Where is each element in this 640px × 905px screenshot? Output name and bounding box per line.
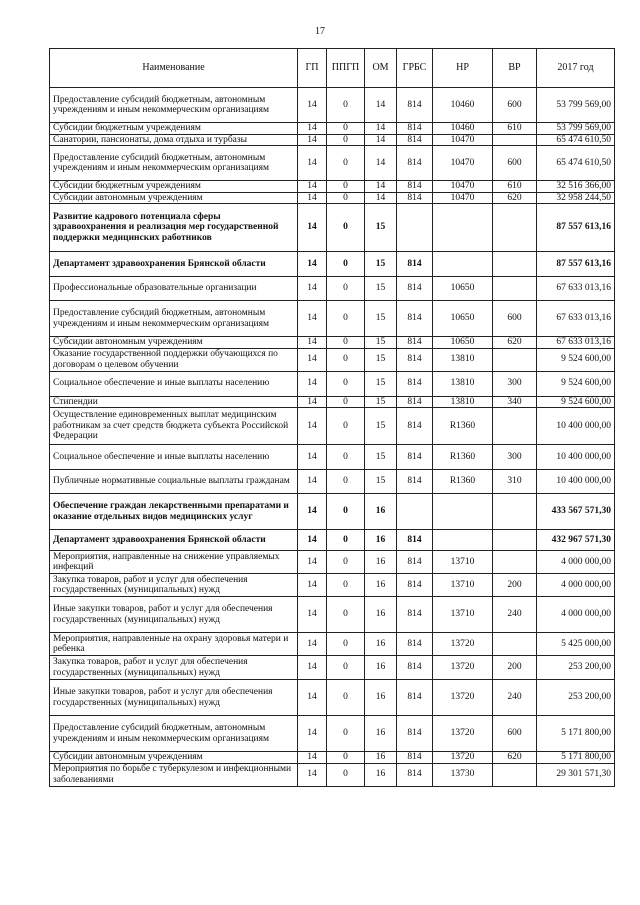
cell-grbs: 814	[397, 337, 433, 349]
cell-vr	[493, 551, 537, 574]
cell-nr: 13730	[433, 763, 493, 786]
cell-om: 16	[365, 763, 397, 786]
cell-vr: 610	[493, 123, 537, 135]
cell-vr: 600	[493, 301, 537, 337]
cell-nr: 13810	[433, 371, 493, 396]
cell-grbs: 814	[397, 146, 433, 181]
cell-amount: 5 171 800,00	[537, 752, 615, 764]
table-row	[50, 716, 615, 752]
cell-ppgp: 0	[327, 494, 365, 530]
cell-amount: 5 425 000,00	[537, 633, 615, 656]
cell-name: Санатории, пансионаты, дома отдыха и турбазы	[50, 134, 298, 146]
cell-grbs: 814	[397, 597, 433, 633]
header-grbs: ГРБС	[397, 49, 433, 88]
cell-nr: 13810	[433, 348, 493, 371]
cell-ppgp: 0	[327, 445, 365, 470]
cell-grbs: 814	[397, 396, 433, 408]
cell-amount: 29 301 571,30	[537, 763, 615, 786]
cell-nr	[433, 530, 493, 551]
cell-amount: 253 200,00	[537, 656, 615, 680]
cell-om: 15	[365, 408, 397, 445]
cell-ppgp: 0	[327, 134, 365, 146]
cell-grbs: 814	[397, 716, 433, 752]
cell-name: Стипендии	[50, 396, 298, 408]
cell-om: 15	[365, 301, 397, 337]
cell-gp: 14	[298, 551, 327, 574]
table-row	[50, 680, 615, 716]
cell-om: 16	[365, 680, 397, 716]
cell-nr: 10460	[433, 88, 493, 123]
cell-ppgp: 0	[327, 597, 365, 633]
cell-name: Предоставление субсидий бюджетным, автономным учреждениям и иным некоммерческим организациям	[50, 716, 298, 752]
cell-ppgp: 0	[327, 680, 365, 716]
cell-amount: 32 516 366,00	[537, 181, 615, 193]
cell-gp: 14	[298, 277, 327, 301]
cell-nr: R1360	[433, 445, 493, 470]
table-row	[50, 252, 615, 277]
table-row	[50, 192, 615, 204]
cell-grbs: 814	[397, 530, 433, 551]
cell-vr: 600	[493, 88, 537, 123]
header-ppgp: ППГП	[327, 49, 365, 88]
cell-ppgp: 0	[327, 530, 365, 551]
cell-grbs: 814	[397, 134, 433, 146]
cell-ppgp: 0	[327, 656, 365, 680]
cell-amount: 65 474 610,50	[537, 134, 615, 146]
cell-nr	[433, 252, 493, 277]
cell-name: Субсидии автономным учреждениям	[50, 337, 298, 349]
cell-name: Обеспечение граждан лекарственными препаратами и оказание отдельных видов медицинских услуг	[50, 494, 298, 530]
cell-vr: 620	[493, 752, 537, 764]
cell-grbs: 814	[397, 252, 433, 277]
page-number: 17	[315, 26, 325, 37]
cell-name: Публичные нормативные социальные выплаты гражданам	[50, 470, 298, 494]
table-row	[50, 396, 615, 408]
cell-amount: 67 633 013,16	[537, 301, 615, 337]
cell-gp: 14	[298, 530, 327, 551]
cell-grbs: 814	[397, 470, 433, 494]
cell-ppgp: 0	[327, 204, 365, 252]
cell-grbs: 814	[397, 301, 433, 337]
table-row	[50, 530, 615, 551]
cell-name: Социальное обеспечение и иные выплаты населению	[50, 371, 298, 396]
cell-om: 16	[365, 752, 397, 764]
cell-name: Осуществление единовременных выплат медицинским работникам за счет средств бюджета субъекта Российской Федерации	[50, 408, 298, 445]
table-row	[50, 348, 615, 371]
cell-grbs: 814	[397, 633, 433, 656]
cell-gp: 14	[298, 348, 327, 371]
cell-name: Социальное обеспечение и иные выплаты населению	[50, 445, 298, 470]
cell-amount: 53 799 569,00	[537, 88, 615, 123]
cell-vr: 340	[493, 396, 537, 408]
cell-vr: 620	[493, 192, 537, 204]
table-row	[50, 752, 615, 764]
cell-gp: 14	[298, 494, 327, 530]
cell-grbs: 814	[397, 348, 433, 371]
table-row	[50, 123, 615, 135]
cell-amount: 53 799 569,00	[537, 123, 615, 135]
cell-amount: 4 000 000,00	[537, 574, 615, 597]
cell-gp: 14	[298, 763, 327, 786]
cell-nr: 13720	[433, 656, 493, 680]
cell-vr	[493, 408, 537, 445]
cell-om: 16	[365, 716, 397, 752]
cell-grbs: 814	[397, 88, 433, 123]
cell-name: Предоставление субсидий бюджетным, автономным учреждениям и иным некоммерческим организациям	[50, 88, 298, 123]
cell-amount: 4 000 000,00	[537, 551, 615, 574]
cell-nr: 10470	[433, 134, 493, 146]
cell-vr: 200	[493, 656, 537, 680]
cell-vr: 600	[493, 716, 537, 752]
cell-name: Департамент здравоохранения Брянской области	[50, 530, 298, 551]
cell-om: 15	[365, 470, 397, 494]
cell-name: Субсидии бюджетным учреждениям	[50, 123, 298, 135]
cell-nr: 13720	[433, 716, 493, 752]
cell-name: Мероприятия, направленные на охрану здоровья матери и ребенка	[50, 633, 298, 656]
cell-vr: 240	[493, 597, 537, 633]
cell-nr: R1360	[433, 470, 493, 494]
cell-gp: 14	[298, 146, 327, 181]
table-row	[50, 574, 615, 597]
cell-vr	[493, 134, 537, 146]
cell-amount: 87 557 613,16	[537, 252, 615, 277]
table-row	[50, 445, 615, 470]
cell-gp: 14	[298, 574, 327, 597]
cell-grbs: 814	[397, 181, 433, 193]
cell-nr: 13720	[433, 633, 493, 656]
cell-vr	[493, 277, 537, 301]
cell-nr: 10470	[433, 146, 493, 181]
cell-amount: 10 400 000,00	[537, 445, 615, 470]
cell-grbs: 814	[397, 445, 433, 470]
cell-om: 15	[365, 204, 397, 252]
cell-ppgp: 0	[327, 192, 365, 204]
cell-ppgp: 0	[327, 181, 365, 193]
cell-om: 15	[365, 252, 397, 277]
cell-grbs: 814	[397, 680, 433, 716]
cell-gp: 14	[298, 371, 327, 396]
cell-gp: 14	[298, 445, 327, 470]
header-om: ОМ	[365, 49, 397, 88]
cell-grbs: 814	[397, 408, 433, 445]
cell-name: Мероприятия по борьбе с туберкулезом и инфекционными заболеваниями	[50, 763, 298, 786]
cell-nr: 13810	[433, 396, 493, 408]
cell-om: 14	[365, 192, 397, 204]
cell-grbs: 814	[397, 763, 433, 786]
cell-grbs: 814	[397, 371, 433, 396]
cell-om: 14	[365, 123, 397, 135]
header-year-2017: 2017 год	[537, 49, 615, 88]
cell-om: 16	[365, 494, 397, 530]
cell-vr	[493, 763, 537, 786]
cell-nr: 13720	[433, 680, 493, 716]
table-row	[50, 597, 615, 633]
cell-vr: 300	[493, 445, 537, 470]
cell-vr	[493, 252, 537, 277]
table-row	[50, 371, 615, 396]
table-row	[50, 146, 615, 181]
cell-name: Иные закупки товаров, работ и услуг для обеспечения государственных (муниципальных) нужд	[50, 597, 298, 633]
cell-amount: 4 000 000,00	[537, 597, 615, 633]
header-gp: ГП	[298, 49, 327, 88]
cell-nr: 13720	[433, 752, 493, 764]
table-row	[50, 763, 615, 786]
cell-vr: 620	[493, 337, 537, 349]
cell-grbs: 814	[397, 277, 433, 301]
cell-om: 15	[365, 277, 397, 301]
cell-gp: 14	[298, 633, 327, 656]
cell-vr: 240	[493, 680, 537, 716]
cell-ppgp: 0	[327, 337, 365, 349]
cell-om: 16	[365, 574, 397, 597]
cell-grbs: 814	[397, 656, 433, 680]
cell-amount: 10 400 000,00	[537, 408, 615, 445]
cell-gp: 14	[298, 252, 327, 277]
cell-vr	[493, 633, 537, 656]
cell-amount: 9 524 600,00	[537, 396, 615, 408]
cell-ppgp: 0	[327, 396, 365, 408]
cell-ppgp: 0	[327, 551, 365, 574]
cell-amount: 87 557 613,16	[537, 204, 615, 252]
cell-amount: 9 524 600,00	[537, 371, 615, 396]
cell-grbs: 814	[397, 123, 433, 135]
cell-vr: 200	[493, 574, 537, 597]
cell-amount: 433 567 571,30	[537, 494, 615, 530]
table-row	[50, 134, 615, 146]
cell-om: 15	[365, 337, 397, 349]
cell-om: 16	[365, 656, 397, 680]
cell-ppgp: 0	[327, 371, 365, 396]
table-row	[50, 277, 615, 301]
cell-name: Закупка товаров, работ и услуг для обеспечения государственных (муниципальных) нужд	[50, 656, 298, 680]
table-row	[50, 204, 615, 252]
cell-gp: 14	[298, 597, 327, 633]
cell-gp: 14	[298, 192, 327, 204]
cell-amount: 10 400 000,00	[537, 470, 615, 494]
cell-amount: 9 524 600,00	[537, 348, 615, 371]
cell-gp: 14	[298, 752, 327, 764]
cell-ppgp: 0	[327, 252, 365, 277]
cell-amount: 32 958 244,50	[537, 192, 615, 204]
cell-nr	[433, 204, 493, 252]
cell-grbs: 814	[397, 551, 433, 574]
cell-om: 15	[365, 348, 397, 371]
cell-vr: 310	[493, 470, 537, 494]
cell-name: Развитие кадрового потенциала сферы здравоохранения и реализация мер государственной поддержки медицинских работников	[50, 204, 298, 252]
table-row	[50, 494, 615, 530]
cell-vr: 300	[493, 371, 537, 396]
cell-gp: 14	[298, 680, 327, 716]
table-body	[50, 88, 615, 787]
cell-nr: 10650	[433, 277, 493, 301]
cell-nr: 10460	[433, 123, 493, 135]
cell-ppgp: 0	[327, 470, 365, 494]
cell-name: Профессиональные образовательные организации	[50, 277, 298, 301]
cell-ppgp: 0	[327, 574, 365, 597]
cell-vr: 610	[493, 181, 537, 193]
cell-grbs	[397, 494, 433, 530]
cell-om: 15	[365, 445, 397, 470]
cell-ppgp: 0	[327, 752, 365, 764]
table-row	[50, 408, 615, 445]
cell-ppgp: 0	[327, 348, 365, 371]
cell-grbs: 814	[397, 192, 433, 204]
cell-amount: 432 967 571,30	[537, 530, 615, 551]
cell-gp: 14	[298, 301, 327, 337]
cell-name: Иные закупки товаров, работ и услуг для обеспечения государственных (муниципальных) нужд	[50, 680, 298, 716]
cell-ppgp: 0	[327, 301, 365, 337]
budget-table	[49, 48, 615, 787]
cell-gp: 14	[298, 470, 327, 494]
cell-nr	[433, 494, 493, 530]
cell-om: 14	[365, 146, 397, 181]
header-vr: ВР	[493, 49, 537, 88]
table-row	[50, 181, 615, 193]
cell-vr	[493, 494, 537, 530]
cell-ppgp: 0	[327, 88, 365, 123]
cell-om: 15	[365, 396, 397, 408]
cell-ppgp: 0	[327, 633, 365, 656]
cell-ppgp: 0	[327, 763, 365, 786]
cell-gp: 14	[298, 134, 327, 146]
table-row	[50, 301, 615, 337]
cell-nr: 10470	[433, 192, 493, 204]
cell-gp: 14	[298, 716, 327, 752]
cell-amount: 67 633 013,16	[537, 277, 615, 301]
cell-name: Субсидии автономным учреждениям	[50, 192, 298, 204]
cell-om: 15	[365, 371, 397, 396]
table-row	[50, 88, 615, 123]
cell-grbs	[397, 204, 433, 252]
cell-amount: 67 633 013,16	[537, 337, 615, 349]
cell-name: Оказание государственной поддержки обучающихся по договорам о целевом обучении	[50, 348, 298, 371]
cell-om: 14	[365, 181, 397, 193]
cell-vr	[493, 530, 537, 551]
cell-om: 16	[365, 633, 397, 656]
cell-amount: 5 171 800,00	[537, 716, 615, 752]
cell-vr: 600	[493, 146, 537, 181]
cell-om: 16	[365, 597, 397, 633]
cell-ppgp: 0	[327, 408, 365, 445]
cell-gp: 14	[298, 204, 327, 252]
cell-gp: 14	[298, 88, 327, 123]
cell-grbs: 814	[397, 752, 433, 764]
header-name: Наименование	[50, 49, 298, 88]
cell-om: 14	[365, 88, 397, 123]
cell-nr: 10470	[433, 181, 493, 193]
cell-nr: 13710	[433, 574, 493, 597]
cell-nr: 10650	[433, 301, 493, 337]
cell-name: Предоставление субсидий бюджетным, автономным учреждениям и иным некоммерческим организациям	[50, 301, 298, 337]
cell-nr: R1360	[433, 408, 493, 445]
cell-om: 16	[365, 551, 397, 574]
cell-gp: 14	[298, 656, 327, 680]
cell-nr: 10650	[433, 337, 493, 349]
cell-om: 14	[365, 134, 397, 146]
cell-ppgp: 0	[327, 716, 365, 752]
table-header-row	[50, 49, 615, 88]
cell-nr: 13710	[433, 551, 493, 574]
cell-gp: 14	[298, 408, 327, 445]
cell-name: Мероприятия, направленные на снижение управляемых инфекций	[50, 551, 298, 574]
cell-grbs: 814	[397, 574, 433, 597]
cell-amount: 253 200,00	[537, 680, 615, 716]
cell-nr: 13710	[433, 597, 493, 633]
cell-vr	[493, 204, 537, 252]
header-nr: НР	[433, 49, 493, 88]
cell-gp: 14	[298, 337, 327, 349]
cell-name: Субсидии автономным учреждениям	[50, 752, 298, 764]
cell-om: 16	[365, 530, 397, 551]
cell-gp: 14	[298, 181, 327, 193]
cell-name: Предоставление субсидий бюджетным, автономным учреждениям и иным некоммерческим организациям	[50, 146, 298, 181]
cell-ppgp: 0	[327, 123, 365, 135]
table-row	[50, 470, 615, 494]
table-row	[50, 656, 615, 680]
cell-ppgp: 0	[327, 277, 365, 301]
cell-amount: 65 474 610,50	[537, 146, 615, 181]
table-row	[50, 337, 615, 349]
cell-vr	[493, 348, 537, 371]
table-row	[50, 633, 615, 656]
cell-name: Департамент здравоохранения Брянской области	[50, 252, 298, 277]
cell-gp: 14	[298, 123, 327, 135]
cell-name: Закупка товаров, работ и услуг для обеспечения государственных (муниципальных) нужд	[50, 574, 298, 597]
cell-gp: 14	[298, 396, 327, 408]
cell-name: Субсидии бюджетным учреждениям	[50, 181, 298, 193]
cell-ppgp: 0	[327, 146, 365, 181]
table-row	[50, 551, 615, 574]
